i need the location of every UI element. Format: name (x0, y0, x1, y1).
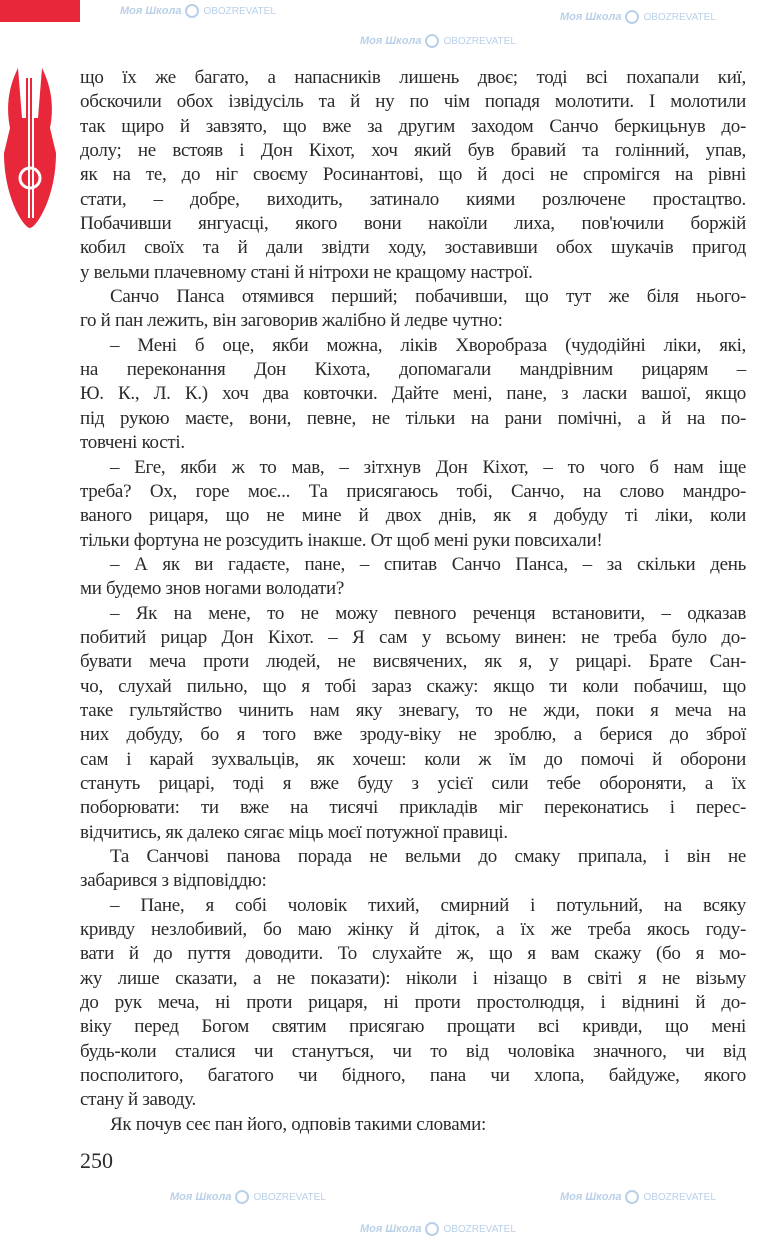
watermark (560, 1190, 716, 1204)
text-line: під рукою маєте, вони, певне, не тільки на рани помічні, а й на по- (80, 407, 746, 429)
watermark-brand-right: OBOZREVATEL (643, 1191, 716, 1203)
watermark (170, 1190, 326, 1204)
paragraph (80, 66, 746, 285)
page-number: 250 (80, 1148, 113, 1173)
paragraph (80, 602, 746, 845)
text-line: – Пане, я собі чоловік тихий, смирний і потульний, на всяку (110, 894, 746, 916)
text-line: таке гультяйство чинить нам яку зневагу, то не жди, поки я меча на (80, 699, 746, 721)
watermark (120, 4, 276, 18)
text-line: вати й до пуття доводити. То слухайте ж, що я вам скажу (бо я мо- (80, 943, 746, 965)
book-text (80, 66, 746, 1137)
watermark-brand-right: OBOZREVATEL (443, 35, 516, 47)
watermark-logo-icon (185, 4, 199, 18)
text-line: – А як ви гадаєте, пане, – спитав Санчо Панса, – за скільки день (110, 553, 746, 575)
text-line: обскочили обох ізвідусіль та й ну по чім попадя молотити. І молотили (80, 91, 746, 113)
watermark-brand-left: Моя Школа (560, 1191, 622, 1203)
paragraph (80, 845, 746, 894)
watermark (360, 34, 516, 48)
watermark-brand-left: Моя Школа (560, 11, 622, 23)
text-line: Та Санчові панова порада не вельми до смаку припала, і він не (110, 846, 746, 867)
text-line: забарився з відповіддю: (80, 870, 267, 892)
text-line: віку перед Богом святим присягаю прощати всі кривди, що мені (80, 1016, 746, 1038)
text-line: Ю. К., Л. К.) хоч два ковточки. Дайте мені, пане, з ласки вашої, якщо (80, 383, 746, 405)
text-line: – Мені б оце, якби можна, ліків Хворобраза (чудодійні ліки, які, (110, 334, 746, 356)
watermark-logo-icon (425, 34, 439, 48)
text-line: стану й заводу. (80, 1089, 196, 1111)
watermark-logo-icon (625, 1190, 639, 1204)
watermark-brand-left: Моя Школа (360, 1223, 422, 1235)
text-line: – Еге, якби ж то мав, – зітхнув Дон Кіхот, – то чого б нам іще (110, 456, 746, 478)
text-line: так щиро й завзято, що вже за другим заходом Санчо беркицьнув до- (80, 115, 746, 137)
text-line: жу лише сказати, а не показати): ніколи і нізащо в світі я не візьму (80, 967, 746, 989)
watermark-brand-right: OBOZREVATEL (643, 11, 716, 23)
watermark-logo-icon (425, 1222, 439, 1236)
text-line: кобил своїх та й дали звідти ходу, зоставивши обох шукачів пригод (80, 237, 746, 259)
text-line: стануть рицарі, тоді я вже буду з усієї сили тебе обороняти, а їх (80, 772, 746, 794)
text-line: Санчо Панса отямився перший; побачивши, що тут же біля нього- (110, 286, 746, 308)
text-line: товчені кості. (80, 432, 185, 454)
watermark-logo-icon (235, 1190, 249, 1204)
watermark-brand-right: OBOZREVATEL (253, 1191, 326, 1203)
paragraph (80, 285, 746, 334)
paragraph (80, 894, 746, 1113)
text-line: чо, слухай пильно, що я тобі зараз скажу: якщо ти коли побачиш, що (80, 675, 746, 697)
watermark-brand-left: Моя Школа (120, 5, 182, 17)
text-line: стати, – добре, виходить, затинало киями розлючене простацтво. (80, 188, 746, 210)
text-line: Як почув сеє пан його, одповів такими словами: (110, 1113, 486, 1135)
text-line: що їх же багато, а напасників лишень двоє; тоді всі похапали киї, (80, 67, 746, 88)
text-line: посполитого, багатого чи бідного, пана чи хлопа, байдуже, якого (80, 1065, 746, 1087)
text-line: ваного рицаря, що не мине й двох днів, як я добуду ті ліки, коли (80, 505, 746, 527)
text-line: на переконання Дон Кіхота, допомагали мандрівним рицарям – (80, 359, 746, 381)
text-line: долу; не встояв і Дон Кіхот, хоч який був бравий та голінний, упав, (80, 140, 746, 162)
paragraph (80, 334, 746, 456)
text-line: до рук меча, ні проти рицаря, ні проти простолюдця, і віднині й до- (80, 992, 746, 1014)
watermark-brand-left: Моя Школа (170, 1191, 232, 1203)
watermark-brand-right: OBOZREVATEL (203, 5, 276, 17)
text-line: побитий рицар Дон Кіхот. – Я сам у всьому винен: не треба було до- (80, 626, 746, 648)
watermark-logo-icon (625, 10, 639, 24)
text-line: них добуду, бо я того вже зроду-віку не зроблю, а берися до зброї (80, 724, 746, 746)
paragraph (80, 553, 746, 602)
watermark-brand-left: Моя Школа (360, 35, 422, 47)
text-line: – Як на мене, то не можу певного реченця встановити, – одказав (110, 602, 746, 624)
text-line: у вельми плачевному стані й нітрохи не кращому настрої. (80, 261, 533, 283)
text-line: відчитись, як далеко сягає міць моєї потужної правиці. (80, 821, 508, 843)
watermark (360, 1222, 516, 1236)
watermark-brand-right: OBOZREVATEL (443, 1223, 516, 1235)
text-line: кривду незлобивий, бо маю жінку й діток, а їх же треба якось году- (80, 919, 746, 941)
text-line: як на те, до ніг своєму Росинантові, що й досі не спромігся на рівні (80, 164, 746, 186)
paragraph (80, 1113, 746, 1137)
text-line: сам і карай зухвальців, як хочеш: коли ж їм до помочі й оборони (80, 748, 746, 770)
text-line: го й пан лежить, він заговорив жалібно й ледве чутно: (80, 310, 503, 332)
text-line: Побачивши янгуасці, якого вони накоїли лиха, пов'ючили боржій (80, 213, 746, 235)
text-line: ми будемо знов ногами володати? (80, 578, 345, 600)
text-line: тільки фортуна не розсудить інакше. От щоб мені руки повсихали! (80, 529, 603, 551)
text-line: будь-коли сталися чи станутъся, чи то від чоловіка значного, чи від (80, 1040, 746, 1062)
paragraph (80, 456, 746, 553)
text-line: бувати меча проти людей, не висвячених, як я, у рицарі. Брате Сан- (80, 651, 746, 673)
chapter-color-tab (0, 0, 80, 22)
text-line: треба? Ох, горе моє... Та присягаюсь тобі, Санчо, на слово мандро- (80, 480, 746, 502)
lyre-icon (4, 58, 56, 228)
watermark (560, 10, 716, 24)
text-line: поборювати: ти вже на тисячі прикладів міг переконатись і перес- (80, 797, 746, 819)
